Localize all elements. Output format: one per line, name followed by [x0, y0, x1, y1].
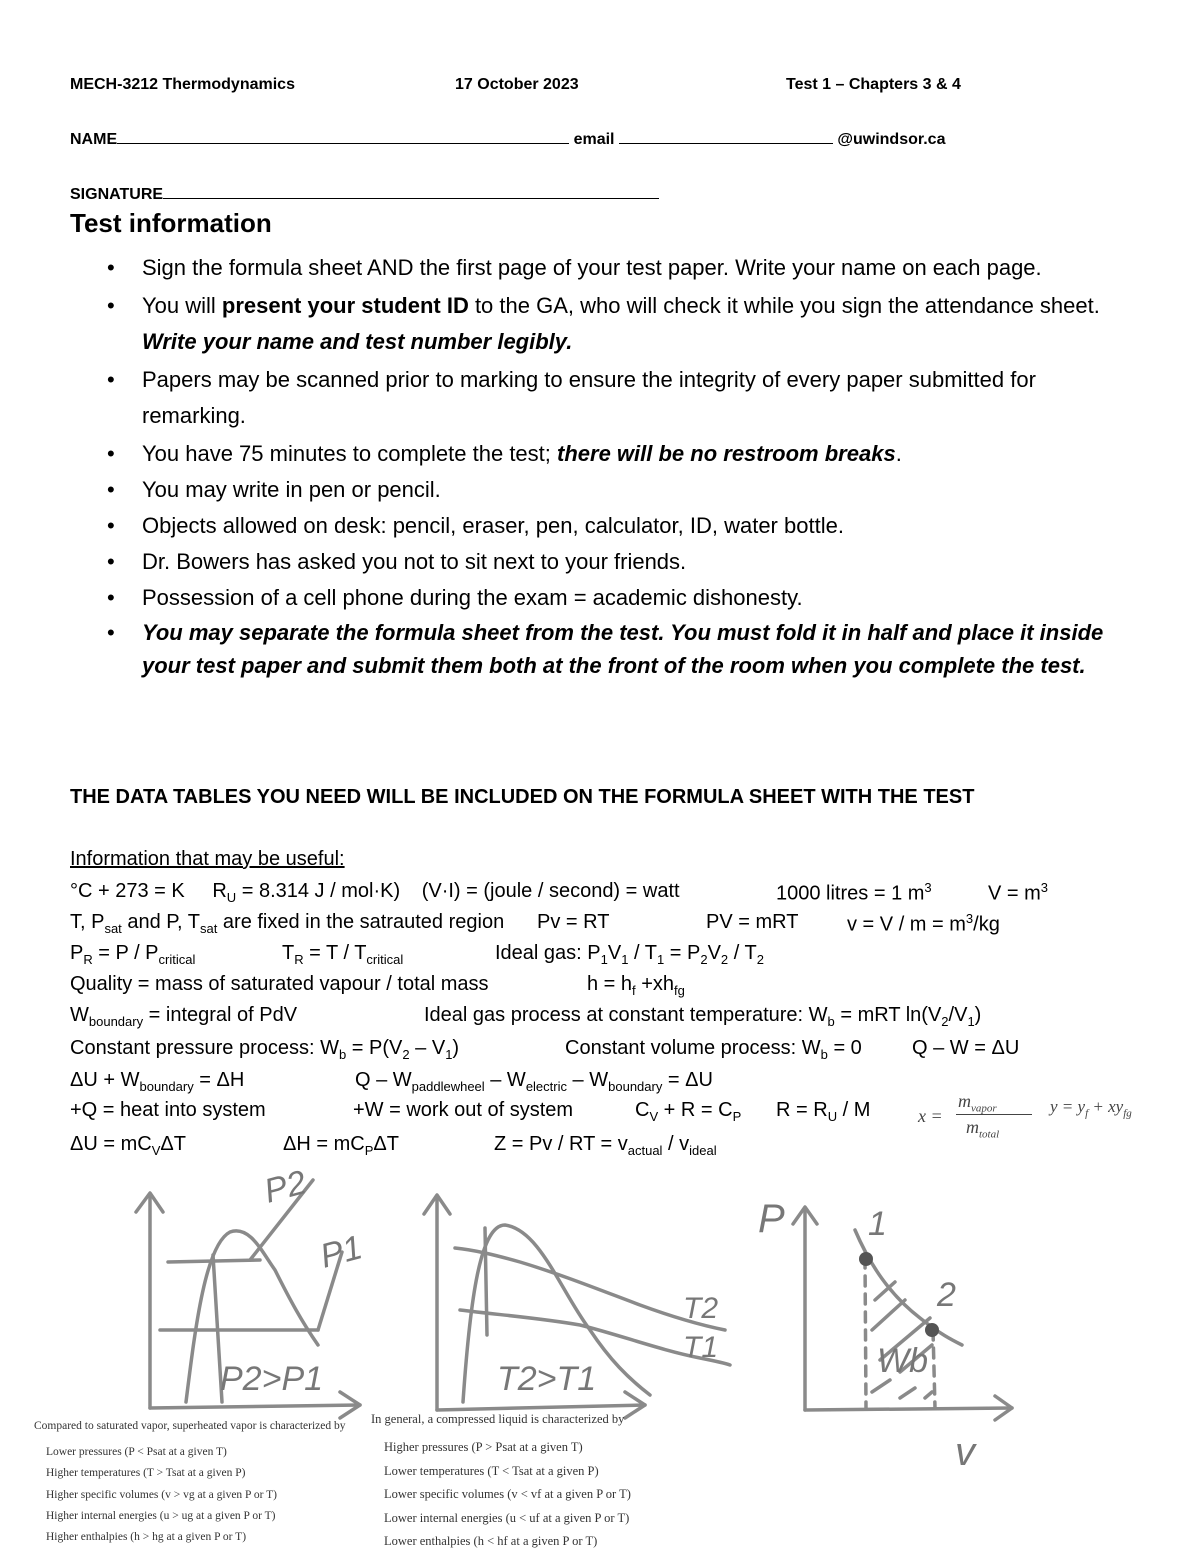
bullet-text: Dr. Bowers has asked you not to sit next to your friends.	[142, 549, 687, 574]
list-item: Lower internal energies (u < uf at a given P or T)	[384, 1510, 630, 1525]
formula: $\Delta H = mC_P\Delta T$	[283, 1133, 399, 1158]
property-quality-formula: $y = y_f + xy_{fg}$	[1050, 1097, 1132, 1120]
formula: Quality = mass of saturated vapour / total mass	[70, 973, 489, 995]
list-item: Lower pressures (P < Psat at a given T)	[46, 1446, 227, 1458]
formula: Ideal gas: $P_1V_1 / T_1 = P_2V_2 / T_2$	[495, 942, 764, 967]
formula: (V·I) = (joule / second) = watt	[421, 880, 680, 902]
bullet-text: .	[895, 441, 902, 466]
superheated-title: Compared to saturated vapor, superheated vapor is characterized by	[34, 1420, 346, 1432]
formula-line-2: T, $P_{sat}$ and P, $T_{sat}$ are fixed in the satrauted region	[70, 911, 505, 936]
useful-info-heading: Information that may be useful:	[70, 848, 345, 870]
state-2-point	[925, 1323, 939, 1337]
list-item: Higher pressures (P > Psat at a given T)	[384, 1440, 583, 1454]
formula: 1000 litres = 1 $m^3$	[776, 880, 932, 905]
formula: $\Delta U + W_{boundary} = \Delta H$	[70, 1069, 245, 1094]
label-p2-gt-p1: P2>P1	[220, 1360, 324, 1398]
list-item: Higher enthalpies (h > hg at a given P or T)	[46, 1531, 247, 1544]
formula: $W_{boundary}$ = integral of PdV	[70, 1004, 298, 1029]
course-title: MECH-3212 Thermodynamics	[70, 76, 295, 93]
formula: +Q = heat into system	[70, 1099, 266, 1121]
bullet-bold: present your student ID	[221, 293, 469, 318]
label-t1: T1	[683, 1331, 719, 1364]
formula: PV = mRT	[706, 911, 799, 933]
formula: $T_R = T / T_{critical}$	[282, 942, 404, 967]
email-domain: @uwindsor.ca	[837, 131, 946, 148]
email-label: email	[573, 131, 615, 148]
formula: Constant pressure process: $W_b = P(V_2 - V_1)$	[70, 1037, 460, 1062]
compressed-title: In general, a compressed liquid is characterized by	[371, 1412, 625, 1426]
formula: Ideal gas process at constant temperature: $W_b$ = mRT $\ln(V_2/V_1)$	[424, 1004, 982, 1029]
bullet-text: You may write in pen or pencil.	[142, 477, 441, 502]
pv-work-diagram	[793, 1207, 1012, 1420]
data-tables-note: THE DATA TABLES YOU NEED WILL BE INCLUDED ON THE FORMULA SHEET WITH THE TEST	[70, 786, 975, 808]
formula: +W = work out of system	[353, 1099, 574, 1121]
bullet-text: to the GA, who will check it while you sign the attendance sheet.	[468, 293, 1100, 318]
signature-label: SIGNATURE	[70, 186, 164, 203]
label-p1: P1	[316, 1228, 367, 1276]
bullet-text: Possession of a cell phone during the exam = academic dishonesty.	[142, 585, 803, 610]
bullet-text: You have 75 minutes to complete the test;	[142, 441, 558, 466]
test-title: Test 1 – Chapters 3 & 4	[786, 76, 961, 93]
name-label: NAME	[70, 131, 118, 148]
label-v-axis: v	[955, 1430, 975, 1474]
formula: $P_R = P / P_{critical}$	[70, 942, 196, 967]
label-t2-gt-t1: T2>T1	[497, 1360, 597, 1398]
bullet-text: Sign the formula sheet AND the first page of your test paper. Write your name on each page.	[142, 255, 1042, 280]
formula: Q – W = ΔU	[912, 1037, 1020, 1059]
bullet-text: You will	[142, 293, 222, 318]
bullet-bold-italic: You may separate the formula sheet from the test. You must fold it in half and place it inside your test paper and submit them both at the front of the room when you complete the test.	[142, 620, 1104, 678]
label-state-1: 1	[868, 1205, 887, 1243]
list-item: Lower temperatures (T < Tsat at a given P)	[384, 1463, 599, 1478]
formula: $R = R_U / M$	[776, 1099, 871, 1124]
label-p2: P2	[260, 1163, 311, 1211]
formula: $Q - W_{paddlewheel} - W_{electric} - W_{boundary} = \Delta U$	[355, 1069, 713, 1094]
formula: $h = h_f +xh_{fg}$	[587, 973, 685, 998]
list-item: Higher temperatures (T > Tsat at a given P)	[46, 1467, 246, 1480]
label-state-2: 2	[937, 1276, 956, 1314]
list-item: Higher specific volumes (v > vg at a given P or T)	[46, 1488, 277, 1501]
formula: $C_V + R = C_P$	[635, 1099, 742, 1124]
superheated-list	[46, 1442, 277, 1548]
formula: Z = Pv / RT = $v_{actual} / v_{ideal}$	[494, 1133, 717, 1158]
test-date: 17 October 2023	[455, 76, 579, 93]
formula: $V = m^3$	[988, 880, 1049, 905]
bullet-bold-italic: Write your name and test number legibly.	[142, 329, 573, 354]
formula: °C + 273 = K	[70, 880, 185, 902]
compressed-list	[384, 1436, 631, 1554]
list-item: Lower specific volumes (v < vf at a given P or T)	[384, 1487, 631, 1501]
list-item: Higher internal energies (u > ug at a given P or T)	[46, 1509, 276, 1522]
bullet-bold-italic: there will be no restroom breaks	[557, 441, 896, 466]
list-item: Lower enthalpies (h < hf at a given P or T)	[384, 1534, 598, 1548]
formula: Pv = RT	[537, 911, 610, 933]
bullet-text: Objects allowed on desk: pencil, eraser, pen, calculator, ID, water bottle.	[142, 513, 844, 538]
test-info-heading: Test information	[70, 208, 272, 238]
formula: $\Delta U = mC_V\Delta T$	[70, 1133, 186, 1158]
formula: $v = V / m = m^3/kg$	[847, 911, 1000, 936]
bullet-text: Papers may be scanned prior to marking to ensure the integrity of every paper submitted for remarking.	[142, 367, 1036, 428]
formula: $R_U = 8.314$ J / mol·K)	[212, 880, 401, 905]
label-t2: T2	[683, 1292, 719, 1325]
state-1-point	[859, 1252, 873, 1266]
label-p-axis: P	[758, 1197, 785, 1241]
formula: Constant volume process: $W_b = 0$	[565, 1037, 862, 1062]
label-wb: Wb	[877, 1342, 928, 1380]
